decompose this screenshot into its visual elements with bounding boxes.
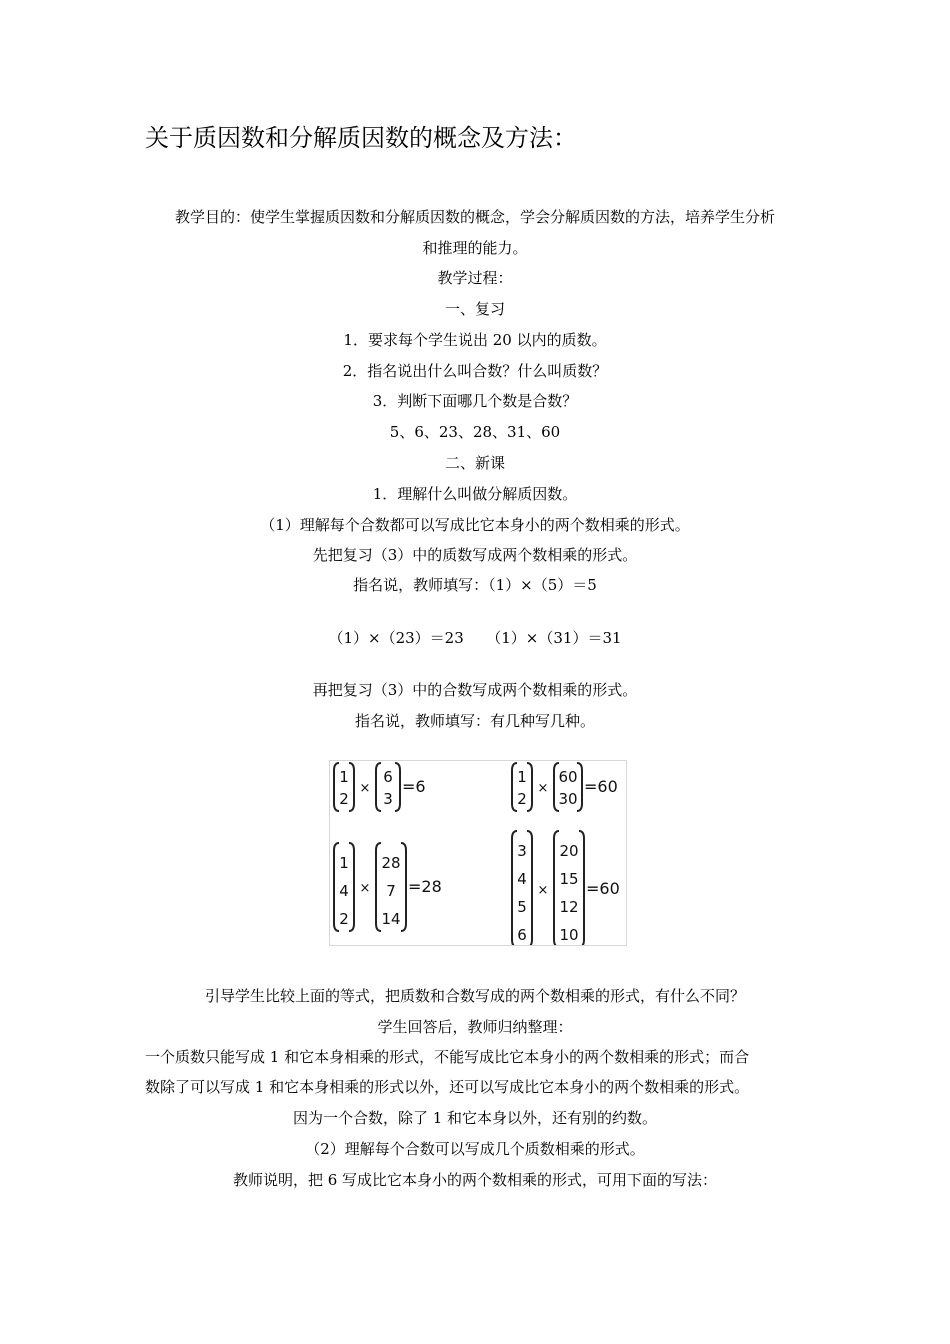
review-item-1: 1．要求每个学生说出 20 以内的质数。 <box>343 331 607 349</box>
factor-equations-diagram <box>330 761 626 945</box>
review-item-2: 2．指名说出什么叫合数？什么叫质数？ <box>342 362 608 380</box>
eq-d-right-group-value: 12 <box>559 898 579 916</box>
eq-a-times-sign: × <box>359 781 371 796</box>
new-lesson-heading: 二、新课 <box>444 454 505 472</box>
eq-b-left-group-value: 2 <box>517 790 527 808</box>
eq-c-right-group-value: 14 <box>381 910 401 928</box>
eq-b-result: =60 <box>584 777 618 796</box>
eq-d-right-group-value: 15 <box>559 870 579 888</box>
teacher-explanation: 教师说明，把 6 写成比它本身小的两个数相乘的形式，可用下面的写法： <box>232 1171 718 1189</box>
eq-a-result: =6 <box>402 777 426 796</box>
number-list: 5、6、23、28、31、60 <box>389 423 561 441</box>
factor-figure <box>329 760 627 946</box>
page-title: 关于质因数和分解质因数的概念及方法： <box>145 124 577 152</box>
objective-line-1: 教学目的：使学生掌握质因数和分解质因数的概念，学会分解质因数的方法，培养学生分析 <box>174 208 775 226</box>
eq-b-right-group-right-bracket <box>577 763 582 811</box>
review-item-3: 3．判断下面哪几个数是合数？ <box>372 392 578 410</box>
eq-b-right-group-value: 30 <box>558 790 578 808</box>
prime-example-1: 指名说，教师填写：（1）×（5）＝5 <box>353 576 597 594</box>
eq-b-left-group-value: 1 <box>517 768 527 786</box>
eq-b-times-sign: × <box>537 781 549 796</box>
eq-c-right-group-right-bracket <box>401 843 406 931</box>
new-item-1: 1．理解什么叫做分解质因数。 <box>372 485 578 503</box>
eq-a-left-group-value: 2 <box>339 790 349 808</box>
eq-d-result: =60 <box>586 879 620 898</box>
eq-d-left-group-right-bracket <box>527 831 532 945</box>
new-item-1-3: （2）理解每个合数可以写成几个质数相乘的形式。 <box>305 1140 645 1158</box>
eq-b-right-group-value: 60 <box>558 768 578 786</box>
eq-b-left-group-right-bracket <box>527 763 532 811</box>
summary-line-1: 一个质数只能写成 1 和它本身相乘的形式，不能写成比它本身小的两个数相乘的形式；而合 <box>145 1048 750 1066</box>
eq-a-right-group-value: 6 <box>383 768 393 786</box>
eq-d-times-sign: × <box>537 883 549 898</box>
eq-c-result: =28 <box>408 877 442 896</box>
composite-instruction-2: 指名说，教师填写：有几种写几种。 <box>354 712 595 730</box>
eq-a-right-group-value: 3 <box>383 790 393 808</box>
eq-c-left-group-right-bracket <box>349 843 354 931</box>
eq-a-right-group-right-bracket <box>395 763 400 811</box>
eq-d-left-group-value: 4 <box>517 870 527 888</box>
eq-d-left-group-value: 5 <box>517 898 527 916</box>
eq-d-left-group-value: 6 <box>517 926 527 944</box>
objective-line-2: 和推理的能力。 <box>422 239 528 257</box>
compare-question: 引导学生比较上面的等式，把质数和合数写成的两个数相乘的形式，有什么不同？ <box>204 987 745 1005</box>
eq-d-right-group-left-bracket <box>554 831 559 945</box>
composite-instruction: 再把复习（3）中的合数写成两个数相乘的形式。 <box>312 681 638 699</box>
eq-c-left-group-value: 2 <box>339 910 349 928</box>
student-answer-note: 学生回答后，教师归纳整理： <box>377 1018 573 1036</box>
eq-d-right-group-right-bracket <box>579 831 584 945</box>
process-heading: 教学过程： <box>437 269 513 287</box>
eq-d-right-group-value: 10 <box>559 926 579 944</box>
review-heading: 一、复习 <box>444 300 505 318</box>
eq-c-left-group-value: 4 <box>339 882 349 900</box>
eq-a-right-group-left-bracket <box>376 763 381 811</box>
eq-a-left-group-value: 1 <box>339 768 349 786</box>
eq-c-right-group-left-bracket <box>376 843 381 931</box>
summary-line-3: 因为一个合数，除了 1 和它本身以外，还有别的约数。 <box>292 1109 658 1127</box>
eq-c-right-group-value: 28 <box>381 854 401 872</box>
eq-c-times-sign: × <box>359 881 371 896</box>
eq-c-right-group-value: 7 <box>386 882 396 900</box>
eq-d-left-group-value: 3 <box>517 842 527 860</box>
eq-d-right-group-value: 20 <box>559 842 579 860</box>
new-item-1-1: （1）理解每个合数都可以写成比它本身小的两个数相乘的形式。 <box>260 516 690 534</box>
prime-example-2: （1）×（23）＝23 （1）×（31）＝31 <box>328 629 622 647</box>
summary-line-2: 数除了可以写成 1 和它本身相乘的形式以外，还可以写成比它本身小的两个数相乘的形式。 <box>145 1078 750 1096</box>
new-item-1-2: 先把复习（3）中的质数写成两个数相乘的形式。 <box>312 546 638 564</box>
eq-a-left-group-right-bracket <box>349 763 354 811</box>
eq-c-left-group-value: 1 <box>339 854 349 872</box>
